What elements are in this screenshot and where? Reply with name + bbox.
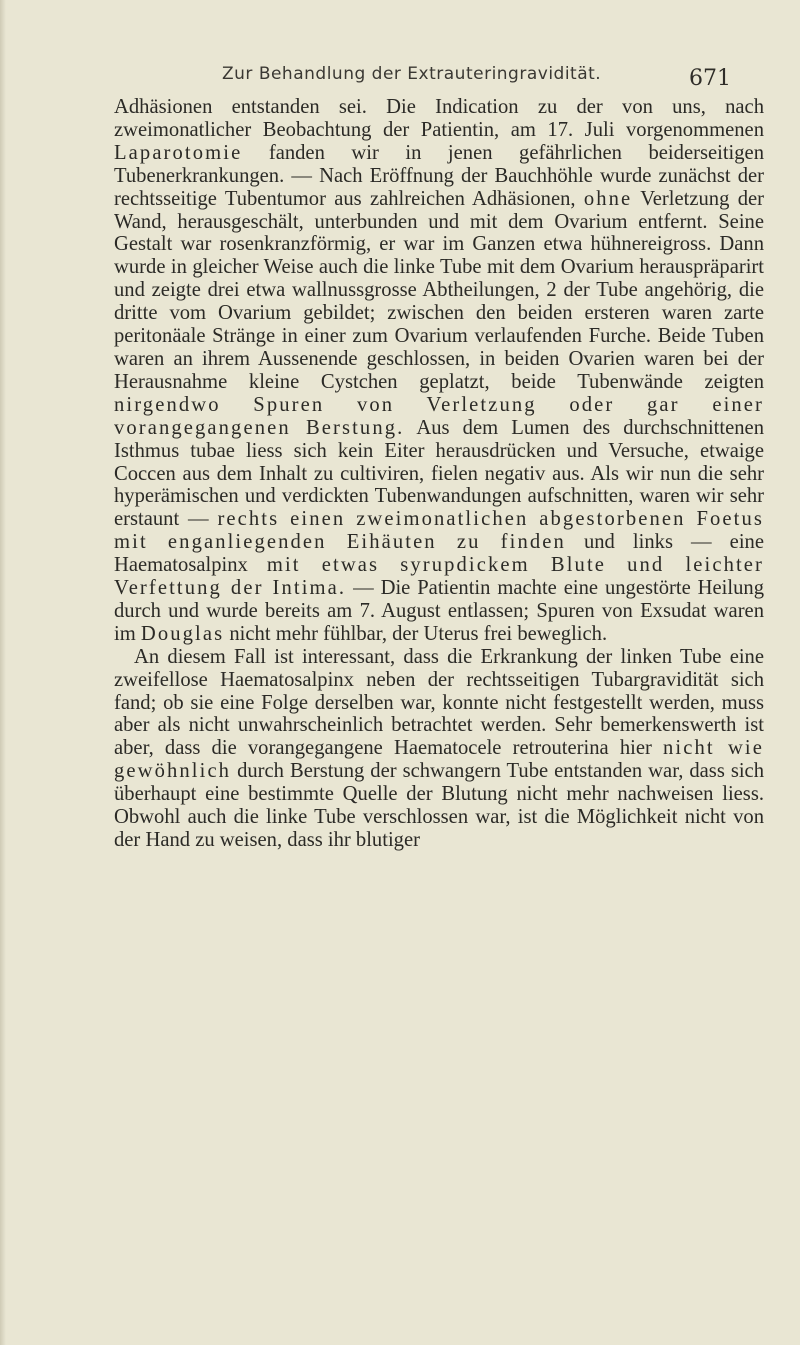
paragraph-2 [114,646,764,852]
text-segment: Aus dem Lumen des durchschnittenen Isthmus tubae liess sich kein Eiter herausdrücken und Versuche, etwaige Coccen aus dem Inhalt zu cultiviren, fielen negativ aus. Als wir nun die sehr hyperämischen und verdickten Tubenwandungen aufschnitten, waren wir sehr erstaunt — [114,416,764,531]
spaced-emphasis: rechts einen zweimonatlichen abgestorbenen Foetus mit enganliegenden Eihäuten zu finden [114,508,764,554]
spaced-emphasis: mit etwas syrupdickem Blute und leichter Verfettung der Intima. [114,554,765,600]
page-header [0,52,800,92]
text-segment: Adhäsionen entstanden sei. Die Indication zu der von uns, nach zweimonatlicher Beobachtung der Patientin, am 17. Juli vorgenommenen [114,96,764,141]
text-segment: An diesem Fall ist interessant, dass die Erkrankung der linken Tube eine zweifellose Haematosalpinx neben der rechtsseitigen Tubargravidität sich fand; ob sie eine Folge derselben war, konnte nicht festgestellt werden, muss aber als nicht unwahrscheinlich betrachtet werden. Sehr bemerkenswerth ist aber, dass die vorangegangene Haematocele retrouterina hier [114,645,764,760]
spaced-emphasis: nirgendwo Spuren von Verletzung oder gar einer vorangegangenen Berstung. [114,393,764,439]
paragraph-1 [114,96,764,646]
spaced-emphasis: nicht wie gewöhnlich [114,737,764,783]
text-segment: Verletzung der Wand, herausgeschält, unterbunden und mit dem Ovarium entfernt. Seine Gestalt war rosenkranzförmig, er war im Ganzen etwa hühnereigross. Dann wurde in gleicher Weise auch die linke Tube mit dem Ovarium herauspräparirt und zeigte drei etwa wallnussgrosse Abtheilungen, 2 der Tube angehörig, die dritte vom Ovarium gebildet; zwischen den beiden ersteren waren zarte peritonäale Stränge in einer zum Ovarium verlaufenden Furche. Beide Tuben waren an ihrem Aussenende geschlossen, in beiden Ovarien waren bei der Herausnahme kleine Cystchen geplatzt, beide Tubenwände zeigten [114,187,764,393]
body-text [114,96,764,852]
page-edge [0,0,6,1345]
running-title: Zur Behandlung der Extrauteringravidität. [222,64,602,84]
page-number: 671 [689,66,731,91]
text-segment: durch Berstung der schwangern Tube entstanden war, dass sich überhaupt eine bestimmte Quelle der Blutung nicht mehr nachweisen liess. Obwohl auch die linke Tube verschlossen war, ist die Möglichkeit nicht von der Hand zu weisen, dass ihr blutiger [114,760,764,851]
spaced-emphasis: ohne [583,187,633,210]
text-segment: nicht mehr fühlbar, der Uterus frei beweglich. [224,622,608,645]
spaced-emphasis: Douglas [140,622,225,645]
text-segment: fanden wir in jenen gefährlichen beiderseitigen Tubenerkrankungen. — Nach Eröffnung der Bauchhöhle wurde zunächst der rechtsseitige Tubentumor aus zahlreichen Adhäsionen, [114,141,764,210]
text-segment: und links — eine Haematosalpinx [114,531,764,577]
spaced-emphasis: Laparotomie [114,141,243,164]
text-segment: — Die Patientin machte eine ungestörte Heilung durch und wurde bereits am 7. August entlassen; Spuren von Exsudat waren im [114,577,764,645]
